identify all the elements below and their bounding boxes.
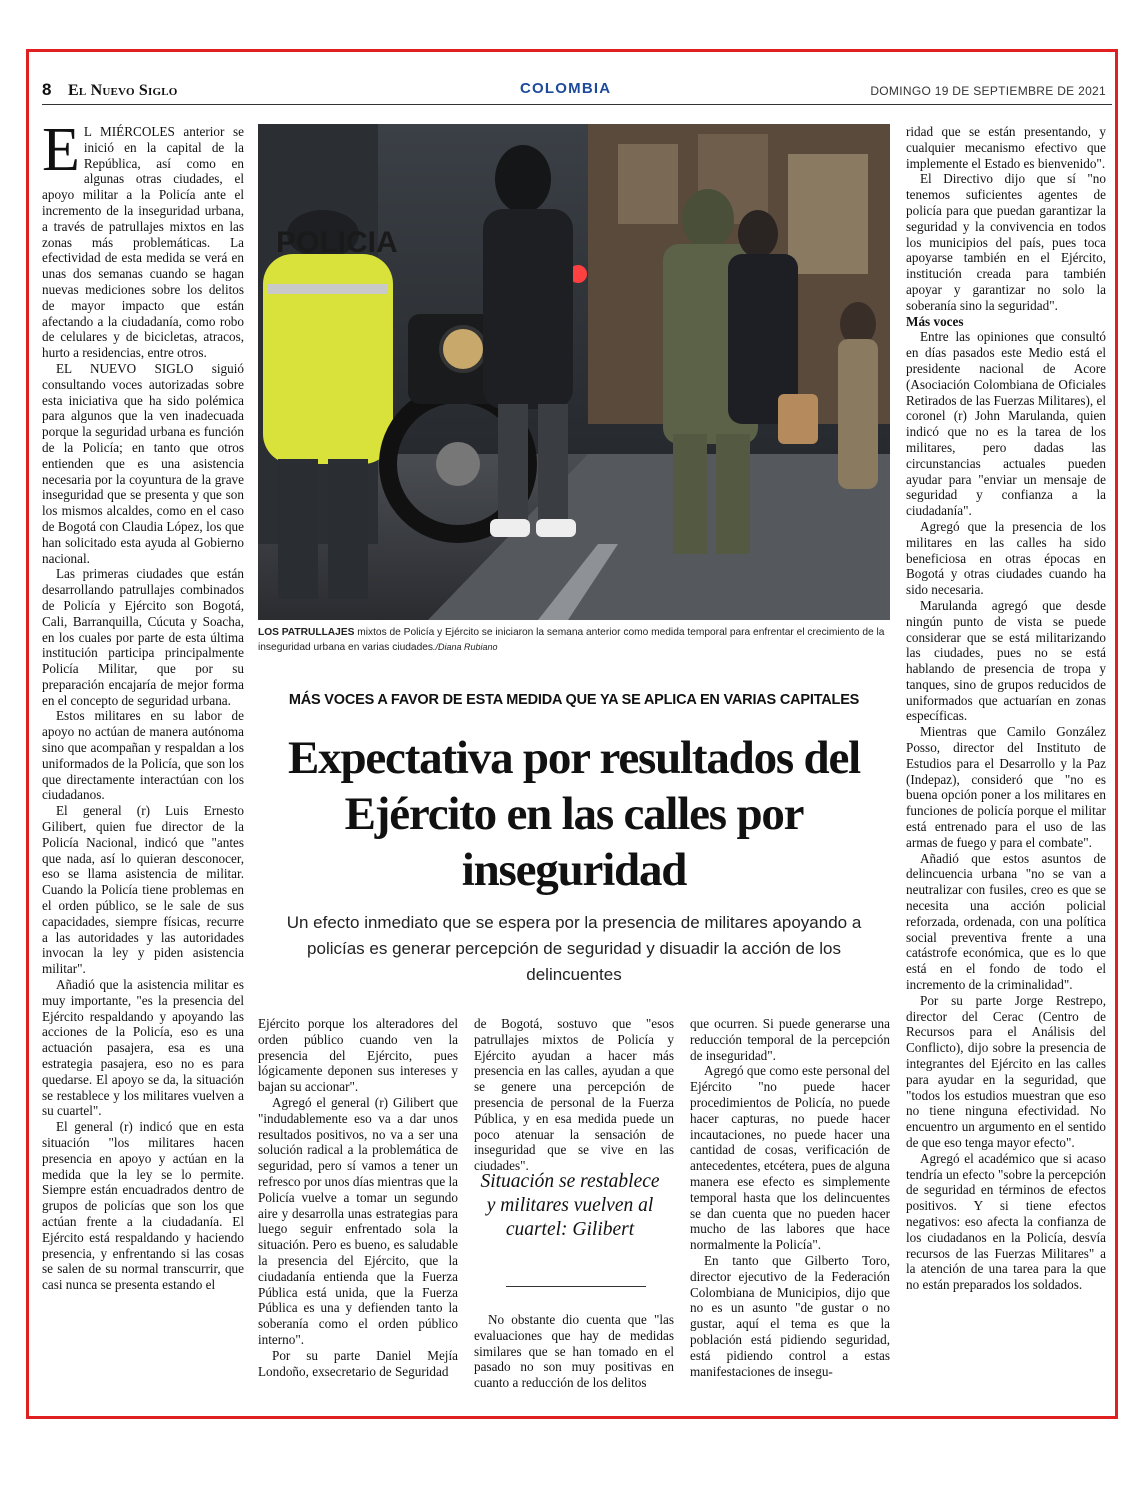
news-photo bbox=[258, 124, 890, 620]
paragraph: Por su parte Jorge Restrepo, director del Cerac (Centro de Recursos para el Análisis del Conflicto), dijo sobre la presencia de integrantes del Ejército en las calles para ayudar en la seguridad, que "todos los estudios muestran que eso no tiene ninguna efectividad. No encuentro un argumento en el sentido de que eso tenga mayor efecto". bbox=[906, 992, 1106, 1150]
header-rule bbox=[42, 104, 1112, 105]
paragraph: Estos militares en su labor de apoyo no actúan de manera autónoma sino que acompañan y respaldan a los uniformados de la Policía, que son los que directamente interactúan con los ciudadanos. bbox=[42, 708, 244, 803]
paragraph: Agregó el académico que si acaso tendría un efecto "sobre la percepción de seguridad en términos de efectos positivos. Y si tiene efectos negativos: eso afecta la confianza de los ciudadanos en la Policía, desvía recursos de las Fuerzas Militares" a la atención de una tarea para la que no están preparados los soldados. bbox=[906, 1150, 1106, 1293]
paragraph: ridad que se están presentando, y cualquier mecanismo efectivo que implemente el Estado es bienvenido". bbox=[906, 124, 1106, 171]
column-3 bbox=[474, 1016, 674, 1174]
paragraph: Agregó que como este personal del Ejército "no puede hacer procedimientos de Policía, no puede hacer capturas, no puede hacer incautaciones, no puede hacer una cantidad de cosas, verificación de antecedentes, etcétera, pues de alguna manera ese efecto es simplemente temporal hasta que los delincuentes se dan cuenta que no pueden hacer mucho de las labores que hace normalmente la Policía". bbox=[690, 1063, 890, 1253]
issue-date: DOMINGO 19 DE SEPTIEMBRE DE 2021 bbox=[870, 84, 1106, 98]
paragraph: El general (r) Luis Ernesto Gilibert, quien fue director de la Policía Nacional, indicó que "antes que nada, así lo quieran desconocer, eso se llama asistencia de militar. Cuando la Policía tiene problemas en el orden público, se le sale de sus capacidades, siempre físicas, recurre a las autoridades y las autoridades invocan la ley y piden asistencia militar". bbox=[42, 803, 244, 977]
paragraph: EL NUEVO SIGLO siguió consultando voces autorizadas sobre esta iniciativa que ha sido polémica para algunos que la ven inadecuada porque la seguridad urbana es función de la Policía; en tanto que otros entienden que es una asistencia necesaria por la coyuntura de la grave inseguridad que se presenta y que son los mismos alcaldes, como en el caso de Bogotá con Claudia López, los que han solicitado esta ayuda al Gobierno nacional. bbox=[42, 360, 244, 566]
paragraph: Entre las opiniones que consultó en días pasados este Medio está el presidente nacional de Acore (Asociación Colombiana de Oficiales Retirados de las Fuerzas Militares), el coronel (r) John Marulanda, quien indicó que no es la tarea de los militares, pero dadas las circunstancias actuales pueden ayudar para "enviar un mensaje de seguridad y confianza a la ciudadanía". bbox=[906, 329, 1106, 519]
paragraph: de Bogotá, sostuvo que "esos patrullajes mixtos de Policía y Ejército ayudan a hacer más presencia en las calles, ayudan a que se genere una percepción de presencia de personal de la Fuerza Pública, y en esa medida puede un poco atenuar la sensación de inseguridad que se vive en las ciudades". bbox=[474, 1016, 674, 1174]
paragraph: Añadió que la asistencia militar es muy importante, "es la presencia del Ejército respaldando y apoyando las acciones de la Policía, eso es una actuación pasajera, esa es una estrategia pasajera, eso no es para quedarse. El apoyo se da, la situación se restablece y los militares vuelven a su cuartel". bbox=[42, 977, 244, 1119]
headline: Expectativa por resultados del Ejército en las calles por inseguridad bbox=[288, 732, 860, 896]
page-header bbox=[42, 80, 1112, 102]
page-number: 8 bbox=[42, 80, 52, 99]
column-5 bbox=[906, 124, 1106, 1293]
caption-lead: LOS PATRULLAJES bbox=[258, 627, 355, 638]
paragraph: El Directivo dijo que sí "no tenemos suficientes agentes de policía para que puedan garantizar la seguridad y la convivencia en todos los municipios del país, pues toca apoyarse también en el Ejército, institución creada para también apoyar y garantizar no solo la soberanía sino la seguridad". bbox=[906, 171, 1106, 313]
paragraph: El general (r) indicó que en esta situación "los militares hacen presencia en apoyo y actúan en la medida que la ley se lo permite. Siempre están encuadrados dentro de grupos de policías que son los que actúan frente a la ciudadanía. El Ejército está respaldando y haciendo presencia, y enfrentando si las cosas se salen de su normal transcurrir, que casi nunca se presenta estando el bbox=[42, 1119, 244, 1293]
paragraph: Marulanda agregó que desde ningún punto de vista se puede considerar que se está militarizando las ciudades, pues no se está hablando de presencia de tropa y tanques, sino de grupos reducidos de uniformados que actuarían en zonas específicas. bbox=[906, 597, 1106, 724]
paragraph: Añadió que estos asuntos de delincuencia urbana "no se van a neutralizar con fusiles, creo es que se necesita una acción policial reforzada, ordenada, con una política social preventiva frente a una catástrofe económica, que es lo que está en el fondo de todo el incremento de la criminalidad". bbox=[906, 850, 1106, 993]
masthead: El Nuevo Siglo bbox=[68, 82, 178, 99]
paragraph: Por su parte Daniel Mejía Londoño, exsecretario de Seguridad bbox=[258, 1347, 458, 1379]
photo-illustration bbox=[258, 124, 890, 620]
deck: Un efecto inmediato que se espera por la presencia de militares apoyando a policías es generar percepción de seguridad y disuadir la acción de los delincuentes bbox=[286, 913, 862, 984]
paragraph: No obstante dio cuenta que "las evaluaciones que hay de medidas similares que se han tomado en el pasado no son muy positivas en cuanto a reducción de los delitos bbox=[474, 1312, 674, 1391]
paragraph: En tanto que Gilberto Toro, director ejecutivo de la Federación Colombiana de Municipios, dijo que no es un asunto "de gustar o no gustar, aquí el tema es que la población está pidiendo seguridad, está pidiendo control a estas manifestaciones de insegu- bbox=[690, 1252, 890, 1379]
paragraph: Agregó el general (r) Gilibert que "indudablemente eso va a dar unos resultados positivos, no va a ser una solución radical a la problemática de seguridad, pero sí vamos a tener un refresco por unos días mientras que la Policía vuelve a tomar un segundo aire y desarrolla unas estrategias para luego seguir enfrentado sola la situación. Pero es bueno, es saludable la presencia del Ejército, que la ciudadanía entienda que la Fuerza Pública está unida, que la Fuerza Pública es una y defienden tanto la soberanía como el orden público interno". bbox=[258, 1094, 458, 1347]
column-4 bbox=[690, 1016, 890, 1379]
vest-text: POLICIA bbox=[276, 226, 398, 259]
section-label: COLOMBIA bbox=[520, 80, 612, 97]
paragraph: Ejército porque los alteradores del orden público cuando ven la presencia del Ejército, pues lógicamente deponen sus intereses y bajan su accionar". bbox=[258, 1016, 458, 1095]
paragraph: que ocurren. Si puede generarse una reducción temporal de la percepción de inseguridad". bbox=[690, 1016, 890, 1063]
paragraph: L MIÉRCOLES anterior se inició en la capital de la República, así como en algunas otras ciudades, el apoyo militar a la Policía ante el incremento de la inseguridad urbana, a través de patrullajes mixtos en las zonas más problemáticas. La efectividad de esta medida se verá en unas dos semanas cuando se hagan nuevas mediciones sobre los delitos de mayor impacto que están afectando a la ciudadanía, como robo de celulares y de bicicletas, atracos, hurto a residencias, entre otros. bbox=[42, 124, 244, 361]
caption-text: mixtos de Policía y Ejército se iniciaron la semana anterior como medida temporal para enfrentar el crecimiento de la inseguridad urbana en varias ciudades bbox=[258, 627, 885, 653]
column-2 bbox=[258, 1016, 458, 1379]
photo-caption bbox=[258, 626, 890, 655]
drop-cap: E bbox=[42, 116, 80, 184]
kicker: MÁS VOCES A FAVOR DE ESTA MEDIDA QUE YA SE APLICA EN VARIAS CAPITALES bbox=[288, 692, 860, 708]
pull-quote: Situación se restablece y militares vuelven al cuartel: Gilibert bbox=[480, 1171, 660, 1240]
photo-credit: ./Diana Rubiano bbox=[433, 642, 498, 652]
paragraph: Mientras que Camilo González Posso, director del Instituto de Estudios para el Desarrollo y la Paz (Indepaz), consideró que "no es buena opción poner a los militares en funciones de policía porque el militar está entrenado para el uso de las armas de fuego y para el combate". bbox=[906, 724, 1106, 850]
subheading: Más voces bbox=[906, 313, 964, 329]
paragraph: Las primeras ciudades que están desarrollando patrullajes combinados de Policía y Ejército son Bogotá, Cali, Barranquilla, Cúcuta y Soacha, en los cuales por parte de esta última institución participa principalmente Policía Militar, que por su preparación encajaría de mejor forma en el concepto de seguridad urbana. bbox=[42, 566, 244, 708]
column-3-bottom bbox=[474, 1312, 674, 1391]
column-1 bbox=[42, 116, 244, 1293]
pull-quote-rule bbox=[506, 1286, 646, 1287]
paragraph: Agregó que la presencia de los militares en las calles ha sido beneficiosa en otras épocas en Bogotá y otras ciudades cuando ha sido necesaria. bbox=[906, 518, 1106, 598]
